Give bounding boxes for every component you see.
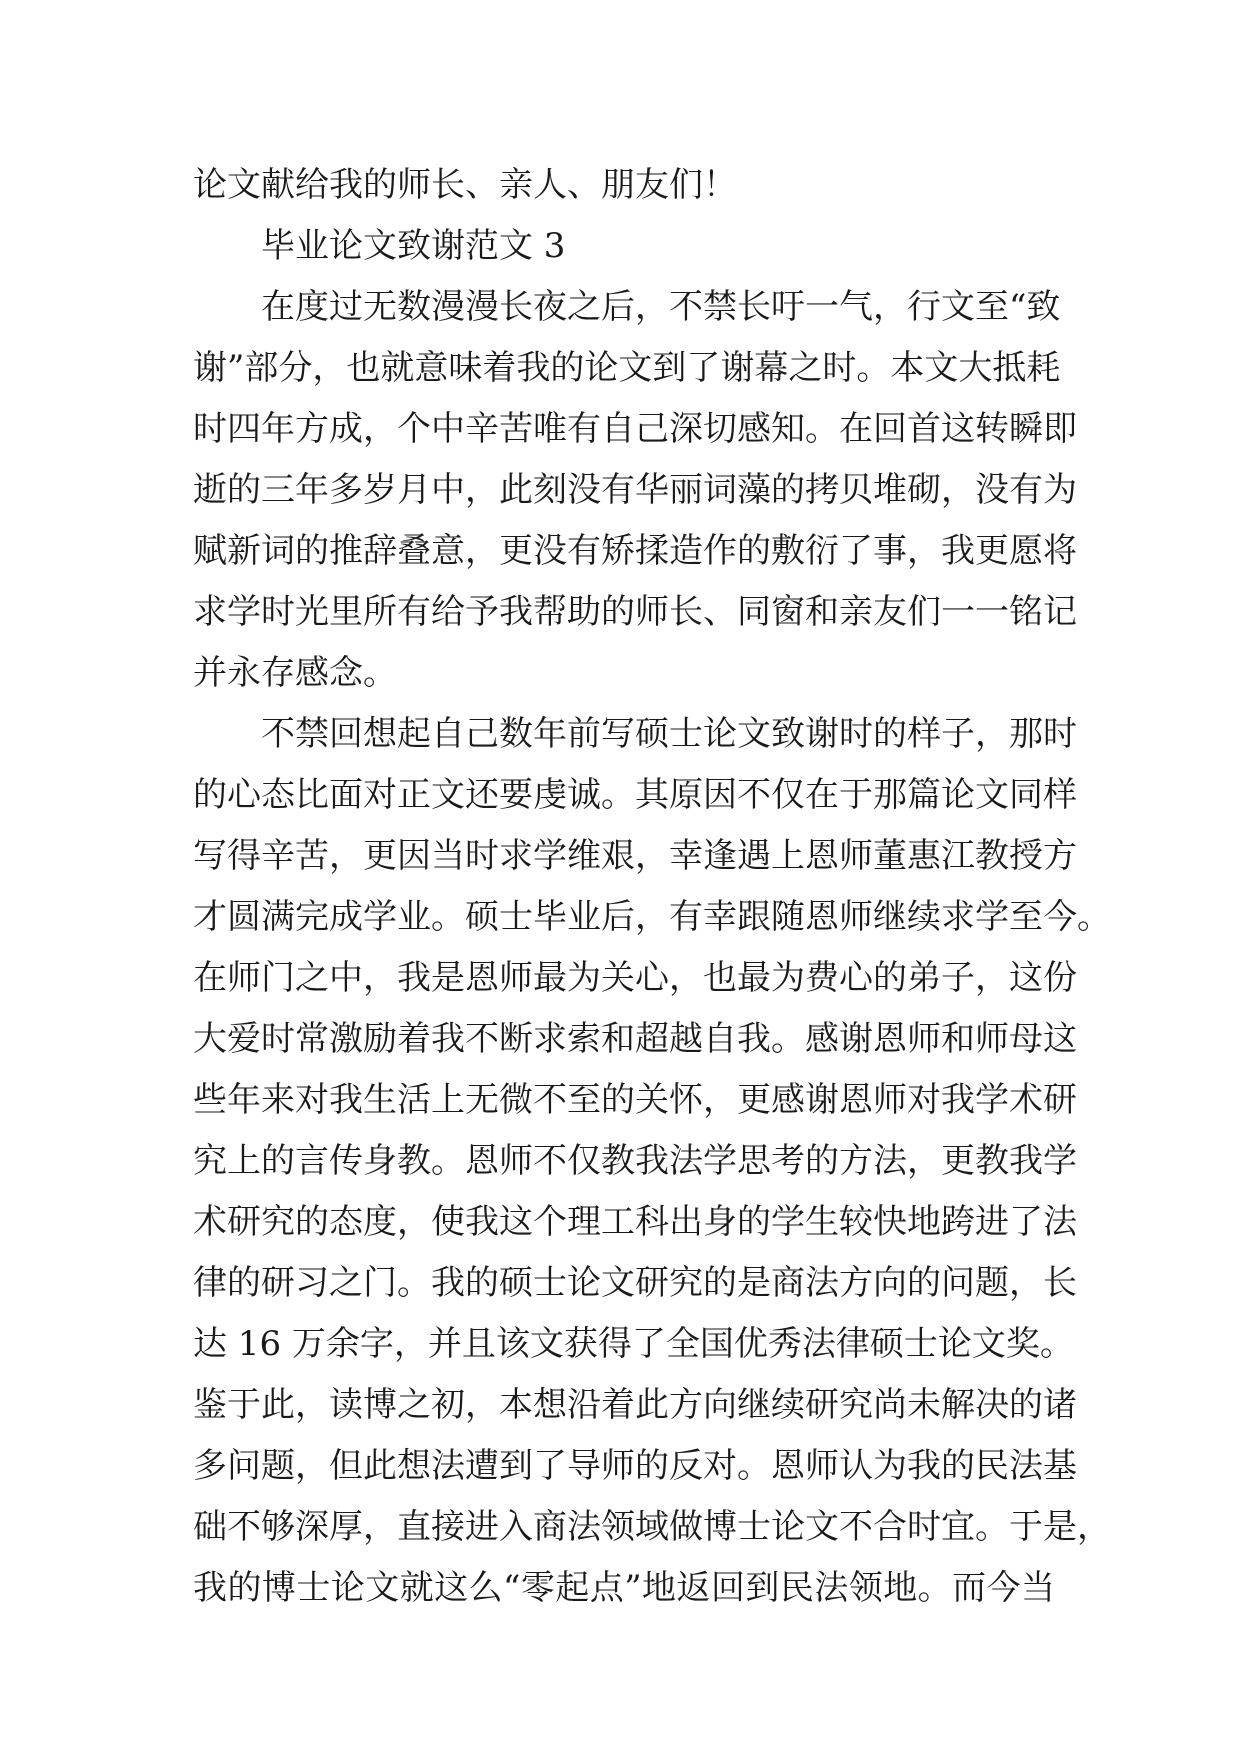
text-line: 逝的三年多岁月中，此刻没有华丽词藻的拷贝堆砌，没有为 [193, 470, 1077, 510]
text-line: 鉴于此，读博之初，本想沿着此方向继续研究尚未解决的诸 [193, 1385, 1077, 1425]
text-line: 大爱时常激励着我不断求索和超越自我。感谢恩师和师母这 [193, 1019, 1077, 1059]
text-line: 些年来对我生活上无微不至的关怀，更感谢恩师对我学术研 [193, 1080, 1077, 1120]
text-line: 并永存感念。 [193, 653, 397, 693]
text-line: 在度过无数漫漫长夜之后，不禁长吁一气，行文至“致 [261, 287, 1061, 327]
text-line: 达 16 万余字，并且该文获得了全国优秀法律硕士论文奖。 [193, 1324, 1074, 1364]
text-line: 的心态比面对正文还要虔诚。其原因不仅在于那篇论文同样 [193, 775, 1077, 815]
text-line: 求学时光里所有给予我帮助的师长、同窗和亲友们一一铭记 [193, 592, 1077, 632]
text-line: 论文献给我的师长、亲人、朋友们！ [193, 165, 737, 205]
text-line: 赋新词的推辞叠意，更没有矫揉造作的敷衍了事，我更愿将 [193, 531, 1077, 571]
text-line: 我的博士论文就这么“零起点”地返回到民法领地。而今当 [193, 1568, 1055, 1608]
text-line: 时四年方成，个中辛苦唯有自己深切感知。在回首这转瞬即 [193, 409, 1077, 449]
text-line: 不禁回想起自己数年前写硕士论文致谢时的样子，那时 [261, 714, 1077, 754]
text-line: 究上的言传身教。恩师不仅教我法学思考的方法，更教我学 [193, 1141, 1077, 1181]
document-body [193, 155, 1111, 1619]
text-line: 写得辛苦，更因当时求学维艰，幸逢遇上恩师董惠江教授方 [193, 836, 1077, 876]
text-line: 多问题，但此想法遭到了导师的反对。恩师认为我的民法基 [193, 1446, 1077, 1486]
text-line: 础不够深厚，直接进入商法领域做博士论文不合时宜。于是， [193, 1507, 1111, 1547]
text-line: 术研究的态度，使我这个理工科出身的学生较快地跨进了法 [193, 1202, 1077, 1242]
text-line: 才圆满完成学业。硕士毕业后，有幸跟随恩师继续求学至今。 [193, 897, 1111, 937]
text-line: 在师门之中，我是恩师最为关心，也最为费心的弟子，这份 [193, 958, 1077, 998]
text-line: 谢”部分，也就意味着我的论文到了谢幕之时。本文大抵耗 [193, 348, 1061, 388]
section-heading: 毕业论文致谢范文 3 [261, 226, 566, 266]
text-line: 律的研习之门。我的硕士论文研究的是商法方向的问题，长 [193, 1263, 1077, 1303]
